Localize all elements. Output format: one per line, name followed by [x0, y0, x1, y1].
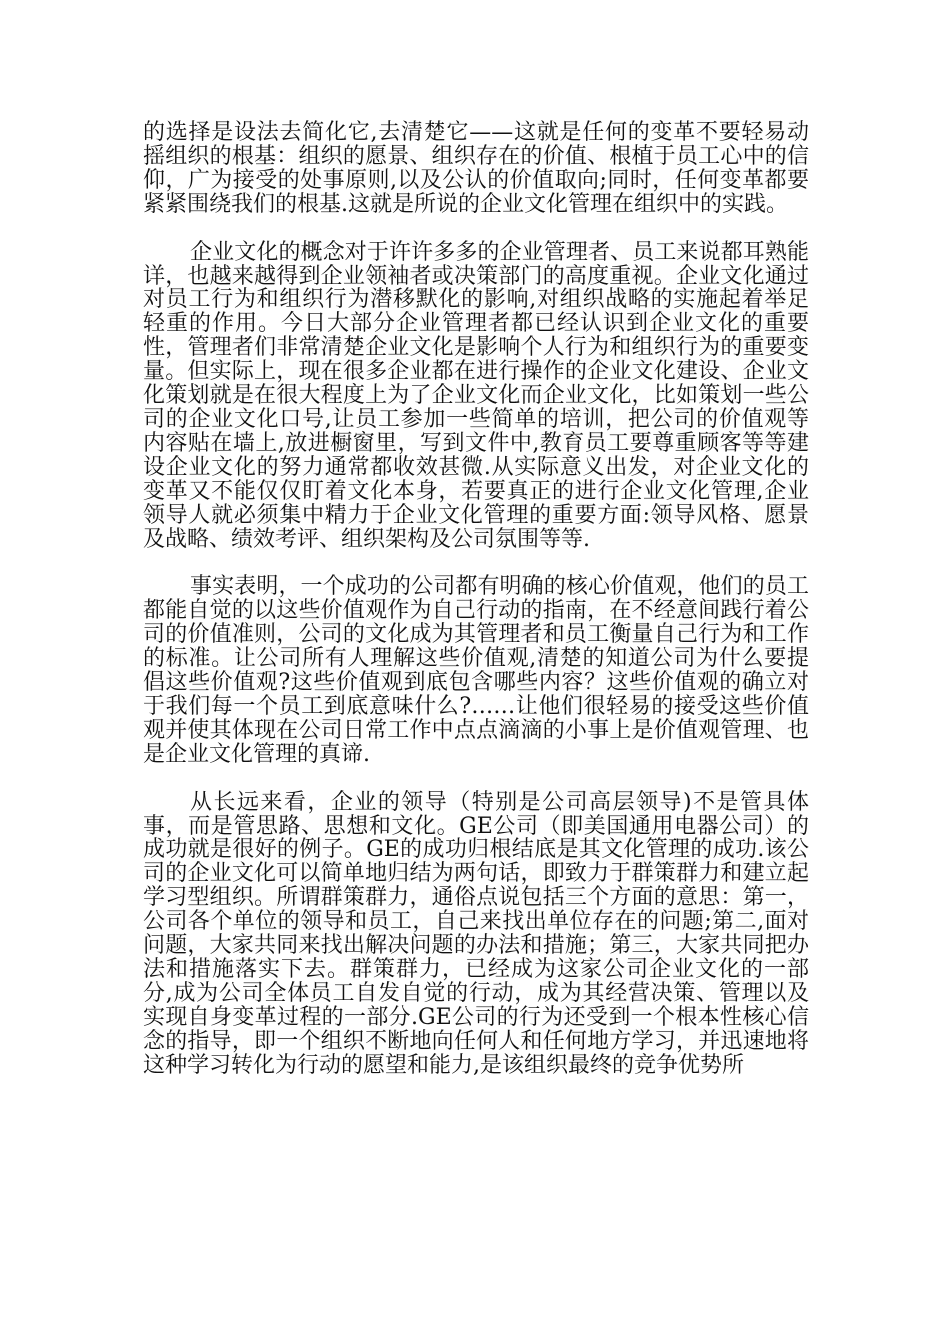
paragraph-1: 的选择是设法去简化它,去清楚它——这就是任何的变革不要轻易动摇组织的根基：组织的愿景、组织存在的价值、根植于员工心中的信仰，广为接受的处事原则,以及公认的价值取向;同时，任何变革都要紧紧围绕我们的根基.这就是所说的企业文化管理在组织中的实践。: [143, 120, 809, 217]
paragraph-2: 企业文化的概念对于许许多多的企业管理者、员工来说都耳熟能详，也越来越得到企业领袖者或决策部门的高度重视。企业文化通过对员工行为和组织行为潜移默化的影响,对组织战略的实施起着举足轻重的作用。今日大部分企业管理者都已经认识到企业文化的重要性，管理者们非常清楚企业文化是影响个人行为和组织行为的重要变量。但实际上，现在很多企业都在进行操作的企业文化建设、企业文化策划就是在很大程度上为了企业文化而企业文化，比如策划一些公司的企业文化口号,让员工参加一些简单的培训，把公司的价值观等内容贴在墙上,放进橱窗里，写到文件中,教育员工要尊重顾客等等建设企业文化的努力通常都收效甚微.从实际意义出发，对企业文化的变革又不能仅仅盯着文化本身，若要真正的进行企业文化管理,企业领导人就必须集中精力于企业文化管理的重要方面:领导风格、愿景及战略、绩效考评、组织架构及公司氛围等等.: [143, 239, 809, 552]
paragraph-4: 从长远来看，企业的领导（特别是公司高层领导)不是管具体事，而是管思路、思想和文化。GE公司（即美国通用电器公司）的成功就是很好的例子。GE的成功归根结底是其文化管理的成功.该公司的企业文化可以简单地归结为两句话，即致力于群策群力和建立起学习型组织。所谓群策群力，通俗点说包括三个方面的意思：第一，公司各个单位的领导和员工，自己来找出单位存在的问题;第二,面对问题，大家共同来找出解决问题的办法和措施；第三，大家共同把办法和措施落实下去。群策群力，已经成为这家公司企业文化的一部分,成为公司全体员工自发自觉的行动，成为其经营决策、管理以及实现自身变革过程的一部分.GE公司的行为还受到一个根本性核心信念的指导，即一个组织不断地向任何人和任何地方学习，并迅速地将这种学习转化为行动的愿望和能力,是该组织最终的竞争优势所: [143, 789, 809, 1078]
paragraph-3: 事实表明，一个成功的公司都有明确的核心价值观，他们的员工都能自觉的以这些价值观作为自己行动的指南，在不经意间践行着公司的价值准则，公司的文化成为其管理者和员工衡量自己行为和工作的标准。让公司所有人理解这些价值观,清楚的知道公司为什么要提倡这些价值观?这些价值观到底包含哪些内容？这些价值观的确立对于我们每一个员工到底意味什么?……让他们很轻易的接受这些价值观并使其体现在公司日常工作中点点滴滴的小事上是价值观管理、也是企业文化管理的真谛.: [143, 574, 809, 767]
document-page: [143, 121, 809, 1102]
